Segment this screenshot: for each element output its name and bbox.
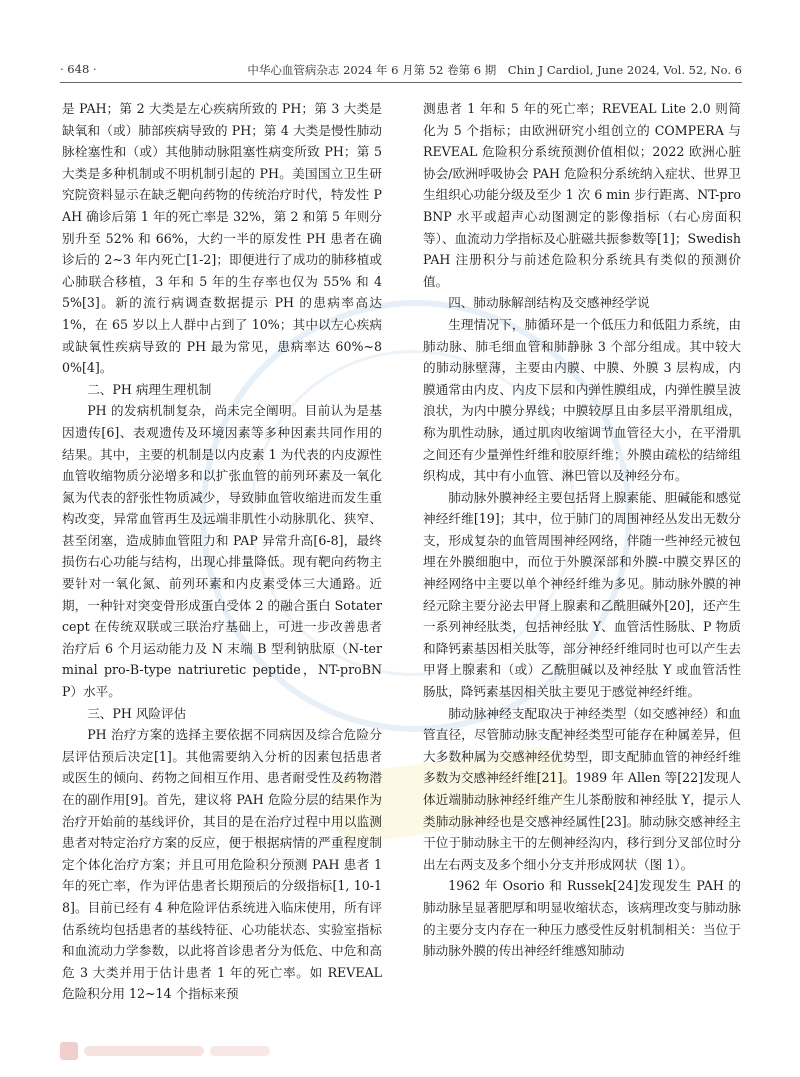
journal-citation: 中华心血管病杂志 2024 年 6 月第 52 卷第 6 期 Chin J Cardiol, June 2024, Vol. 52, No. 6 (247, 63, 742, 77)
right-column (423, 98, 741, 962)
paragraph: 是 PAH；第 2 大类是左心疾病所致的 PH；第 3 大类是缺氧和（或）肺部疾病导致的 PH；第 4 大类是慢性肺动脉栓塞性和（或）其他肺动脉阻塞性病变所致 PH；第 5 大类是多种机制或不明机制引起的 PH。美国国立卫生研究院资料显示在缺乏靶向药物的传统治疗时代，特发性 PAH 确诊后第 1 年的死亡率是 32%，第 2 和第 5 年则分别升至 52% 和 66%，大约一半的原发性 PH 患者在确诊后的 2~3 年内死亡[1-2]；即便进行了成功的肺移植或心肺联合移植，3 年和 5 年的生存率也仅为 55% 和 45%[3]。新的流行病调查数据提示 PH 的患病率高达 1%，在 65 岁以上人群中占到了 10%；其中以左心疾病或缺氧性疾病导致的 PH 最为常见，患病率达 60%~80%[4]。 (62, 101, 382, 376)
paragraph: 1962 年 Osorio 和 Russek[24]发现发生 PAH 的肺动脉呈显著肥厚和明显收缩状态，该病理改变与肺动脉的主要分支内存在一种压力感受性反射机制相关：当位于肺动脉外膜的传出神经纤维感知肺动 (423, 878, 741, 959)
paragraph: 肺动脉神经支配取决于神经类型（如交感神经）和血管直径，尽管肺动脉支配神经类型可能存在种属差异，但大多数种属为交感神经优势型，即支配肺血管的神经纤维多数为交感神经纤维[21]。1989 年 Allen 等[22]发现人体近端肺动脉神经纤维产生儿茶酚胺和神经肽 Y，提示人类肺动脉神经也是交感神经属性[23]。肺动脉交感神经主干位于肺动脉主干的左侧神经沟内，移行到分叉部位时分出左右两支及多个细小分支并形成网状（图 1）。 (423, 705, 741, 872)
page-number: · 648 · (60, 62, 97, 76)
left-column (62, 98, 382, 1005)
section-heading: 二、PH 病理生理机制 (87, 381, 212, 397)
section-heading: 三、PH 风险评估 (87, 705, 187, 721)
section-heading: 四、肺动脉解剖结构及交感神经学说 (448, 295, 650, 311)
paragraph: 肺动脉外膜神经主要包括肾上腺素能、胆碱能和感觉神经纤维[19]；其中，位于肺门的周围神经丛发出无数分支，形成复杂的血管周围神经网络，伴随一些神经元被包埋在外膜细胞中，而位于外膜深部和外膜-中膜交界区的神经网络中主要以单个神经纤维为多见。肺动脉外膜的神经元除主要分泌去甲肾上腺素和乙酰胆碱外[20]，还产生一系列神经肽类，包括神经肽 Y、血管活性肠肽、P 物质和降钙素基因相关肽等，部分神经纤维同时也可以产生去甲肾上腺素和（或）乙酰胆碱以及神经肽 Y 或血管活性肠肽，降钙素基因相关肽主要见于感觉神经纤维。 (423, 489, 741, 700)
paragraph: PH 治疗方案的选择主要依据不同病因及综合危险分层评估预后决定[1]。其他需要纳入分析的因素包括患者或医生的倾向、药物之间相互作用、患者耐受性及药物潜在的副作用[9]。首先，建议将 PAH 危险分层的结果作为治疗开始前的基线评价，其目的是在治疗过程中用以监测患者对特定治疗方案的反应，便于根据病情的严重程度制定个体化治疗方案；并且可用危险积分预测 PAH 患者 1 年的死亡率，作为评估患者长期预后的分级指标[1, 10-18]。目前已经有 4 种危险评估系统进入临床使用，所有评估系统均包括患者的基线特征、心功能状态、实验室指标和血流动力学参数，以此将首诊患者分为低危、中危和高危 3 大类并用于估计患者 1 年的死亡率。如 REVEAL 危险积分用 12~14 个指标来预 (62, 727, 382, 1002)
paragraph: PH 的发病机制复杂，尚未完全阐明。目前认为是基因遗传[6]、表观遗传及环境因素等多种因素共同作用的结果。其中，主要的机制是以内皮素 1 为代表的内皮源性血管收缩物质分泌增多和以扩张血管的前列环素及一氧化氮为代表的舒张性物质减少，导致肺血管收缩进而发生重构改变，异常血管再生及远端非肌性小动脉肌化、狭窄、甚至闭塞，造成肺血管阻力和 PAP 异常升高[6-8]，最终损伤右心功能与结构，出现心排量降低。现有靶向药物主要针对一氧化氮、前列环素和内皮素受体三大通路。近期，一种针对突变骨形成蛋白受体 2 的融合蛋白 Sotatercept 在传统双联或三联治疗基础上，可进一步改善患者治疗后 6 个月运动能力及 N 末端 B 型利钠肽原（N-terminal pro-B-type natriuretic peptide，NT-proBNP）水平。 (62, 403, 382, 700)
paragraph: 生理情况下，肺循环是一个低压力和低阻力系统，由肺动脉、肺毛细血管和肺静脉 3 个部分组成。其中较大的肺动脉壁薄，主要由内膜、中膜、外膜 3 层构成，内膜通常由内皮、内皮下层和内弹性膜组成，内弹性膜呈波浪状，为内中膜分界线；中膜较厚且由多层平滑肌组成，称为肌性动脉，通过肌肉收缩调节血管径大小，在平滑肌之间还有少量弹性纤维和胶原纤维；外膜由疏松的结缔组织构成，其中有小血管、淋巴管以及神经分布。 (423, 316, 741, 484)
publisher-logo (60, 1040, 280, 1062)
paragraph: 测患者 1 年和 5 年的死亡率；REVEAL Lite 2.0 则简化为 5 个指标；由欧洲研究小组创立的 COMPERA 与 REVEAL 危险积分系统预测价值相似；2022 欧洲心脏协会/欧洲呼吸协会 PAH 危险积分系统纳入症状、世界卫生组织心功能分级及至少 1 次 6 min 步行距离、NT-proBNP 水平或超声心动图测定的影像指标（右心房面积等）、血流动力学指标及心脏磁共振参数等[1]；Swedish PAH 注册积分与前述危险积分系统具有类似的预测价值。 (423, 101, 741, 289)
running-header (60, 60, 742, 83)
